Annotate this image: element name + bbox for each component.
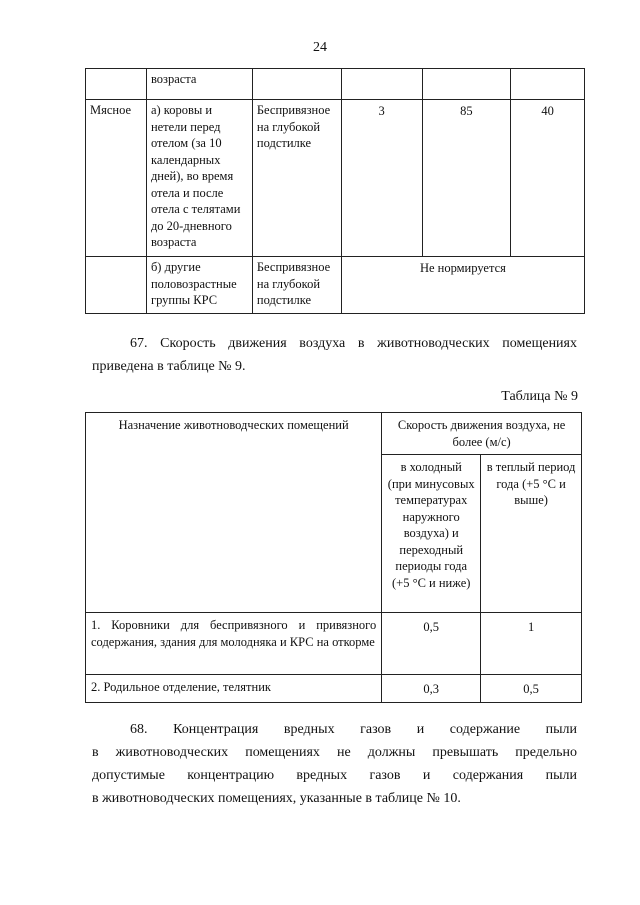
table-row bbox=[86, 100, 585, 257]
table-caption: Таблица № 9 bbox=[501, 389, 578, 404]
table-cell bbox=[86, 257, 147, 314]
paragraph-67 bbox=[92, 332, 577, 378]
paragraph-line: в животноводческих помещениях не должны превышать предельно bbox=[92, 745, 577, 760]
table-cell: возраста bbox=[146, 69, 252, 100]
table-cell bbox=[341, 69, 422, 100]
table-header-row bbox=[86, 413, 582, 455]
header-air-speed: Скорость движения воздуха, не более (м/с) bbox=[382, 413, 582, 455]
subheader-warm-period: в теплый период года (+5 °С и выше) bbox=[481, 455, 582, 613]
subheader-cold-period: в холодный (при минусовых температурах наружного воздуха) и переходный периоды года (+5 °С и ниже) bbox=[382, 455, 481, 613]
category-cell: Мясное bbox=[86, 100, 147, 257]
group-cell: а) коровы и нетели перед отелом (за 10 календарных дней), во время отела и после отела с телятами до 20-дневного возраста bbox=[146, 100, 252, 257]
air-speed-table bbox=[85, 412, 582, 703]
paragraph-line: 67. Скорость движения воздуха в животноводческих помещениях bbox=[130, 336, 577, 351]
page-number: 24 bbox=[313, 40, 327, 55]
table-row bbox=[86, 675, 582, 703]
housing-cell: Беспривязное на глубокой подстилке bbox=[252, 100, 341, 257]
warm-value-cell: 1 bbox=[481, 613, 582, 675]
paragraph-line: в животноводческих помещениях, указанные в таблице № 10. bbox=[92, 791, 461, 806]
housing-cell: Беспривязное на глубокой подстилке bbox=[252, 257, 341, 314]
table-cell bbox=[511, 69, 585, 100]
row-name-cell: 1. Коровники для беспривязного и привязного содержания, здания для молодняка и КРС на откорме bbox=[86, 613, 382, 675]
paragraph-line: 68. Концентрация вредных газов и содержание пыли bbox=[130, 722, 577, 737]
value-cell: 40 bbox=[511, 100, 585, 257]
table-cell bbox=[422, 69, 511, 100]
table-cell bbox=[252, 69, 341, 100]
warm-value-cell: 0,5 bbox=[481, 675, 582, 703]
norms-table-continued bbox=[85, 68, 585, 314]
row-name-cell: 2. Родильное отделение, телятник bbox=[86, 675, 382, 703]
paragraph-line: допустимые концентрацию вредных газов и содержания пыли bbox=[92, 768, 577, 783]
table-row bbox=[86, 613, 582, 675]
value-cell: 3 bbox=[341, 100, 422, 257]
cold-value-cell: 0,3 bbox=[382, 675, 481, 703]
value-cell: 85 bbox=[422, 100, 511, 257]
header-purpose: Назначение животноводческих помещений bbox=[86, 413, 382, 613]
merged-value-cell: Не нормируется bbox=[341, 257, 584, 314]
paragraph-line: приведена в таблице № 9. bbox=[92, 359, 246, 374]
table-row bbox=[86, 257, 585, 314]
table-cell bbox=[86, 69, 147, 100]
table-row bbox=[86, 69, 585, 100]
cold-value-cell: 0,5 bbox=[382, 613, 481, 675]
paragraph-68 bbox=[92, 718, 577, 810]
group-cell: б) другие половозрастные группы КРС bbox=[146, 257, 252, 314]
